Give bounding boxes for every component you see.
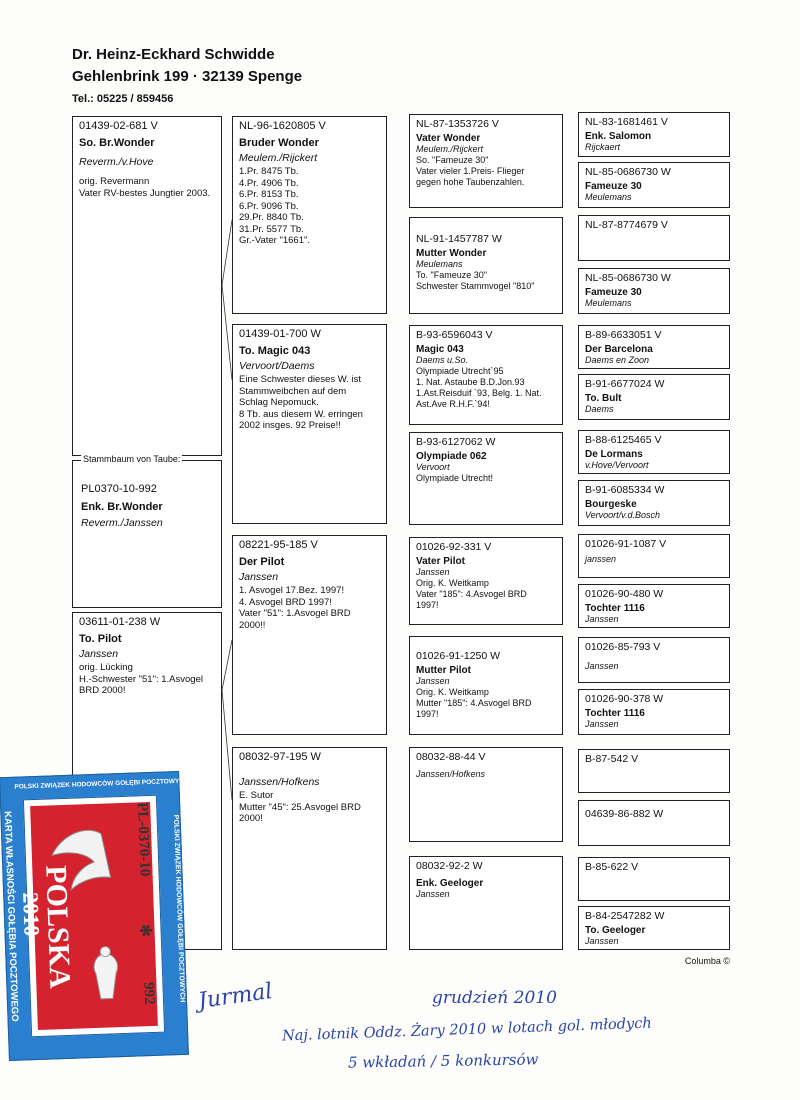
ring-number: B-91-6677024 W <box>585 378 665 390</box>
breeder: Janssen <box>585 614 619 624</box>
ring-number: 08032-92-2 W <box>416 860 483 872</box>
ancestor-box <box>578 800 730 846</box>
ancestor-box <box>578 430 730 474</box>
ring-number: 01026-92-331 V <box>416 541 492 553</box>
ring-number: 01026-90-480 W <box>585 588 664 600</box>
great-grandparent-box <box>409 325 563 425</box>
grandparent-box <box>232 747 387 950</box>
notes: orig. Lücking H.-Schwester "51": 1.Asvogel BRD 2000! <box>79 662 203 696</box>
ring-number: 01439-02-681 V <box>79 120 158 132</box>
great-grandparent-box <box>409 747 563 842</box>
breeder: Janssen <box>585 936 619 946</box>
ring-number: NL-83-1681461 V <box>585 116 668 128</box>
ancestor-box <box>578 534 730 578</box>
pigeon-name: Der Pilot <box>239 556 285 568</box>
columba-footer: Columba © <box>684 956 730 966</box>
breeder: Janssen/Hofkens <box>239 776 320 788</box>
ring-number: NL-87-8774679 V <box>585 219 668 231</box>
ring-number: 03611-01-238 W <box>79 616 161 628</box>
pigeon-name: Olympiade 062 <box>416 451 487 462</box>
breeder: Janssen/Hofkens <box>416 769 486 779</box>
breeder: Daems en Zoon <box>585 355 650 365</box>
great-grandparent-box <box>409 537 563 625</box>
ancestor-box <box>578 215 730 261</box>
breeder: Vervoort/Daems <box>239 360 315 372</box>
notes: 1.Pr. 8475 Tb. 4.Pr. 4906 Tb. 6.Pr. 8153 Tb. 6.Pr. 9096 Tb. 29.Pr. 8840 Tb. 31.Pr. 5577 Tb. Gr.-Vater "1661". <box>239 166 310 246</box>
card-year: 2010 <box>18 891 45 937</box>
breeder: Janssen <box>585 661 619 671</box>
pigeon-name: To. Geeloger <box>585 925 646 936</box>
ancestor-box <box>578 325 730 369</box>
notes: Olympiade Utrecht`95 1. Nat. Astaube B.D.Jon.93 1.Ast.Reisduif `93, Belg. 1. Nat. Ast.Ave R.H.F.`94! <box>416 366 542 409</box>
notes: orig. Revermann Vater RV-bestes Jungtier 2003. <box>79 176 211 199</box>
ring-number: 01439-01-700 W <box>239 328 321 340</box>
notes: So. "Fameuze 30" Vater vieler 1.Preis- Flieger gegen hohe Taubenzahlen. <box>416 155 525 187</box>
pigeon-name: Magic 043 <box>416 344 464 355</box>
breeder: Rijckaert <box>585 142 621 152</box>
great-grandparent-box <box>409 856 563 950</box>
pigeon-name: To. Pilot <box>79 633 122 645</box>
ancestor-box <box>578 268 730 314</box>
card-title: KARTA WŁASNOŚCI GOŁĘBIA POCZTOWEGO <box>1 810 21 1022</box>
breeder: Vervoort/v.d.Bosch <box>585 510 661 520</box>
pigeon-name: Fameuze 30 <box>585 287 642 298</box>
pigeon-name: To. Magic 043 <box>239 345 311 357</box>
ancestor-box <box>578 689 730 735</box>
ring-number: NL-85-0686730 W <box>585 166 671 178</box>
ancestor-box <box>578 637 730 683</box>
card-ring-number: PL-0370-10 <box>134 801 153 877</box>
ring-number: 04639-86-882 W <box>585 808 664 820</box>
breeder: Meulemans <box>585 192 632 202</box>
subject-pigeon-box <box>72 454 222 608</box>
pigeon-name: Vater Wonder <box>416 133 481 144</box>
breeder: Reverm./v.Hove <box>79 156 154 168</box>
ancestor-box <box>578 112 730 157</box>
ring-number: B-89-6633051 V <box>585 329 662 341</box>
pigeon-name: Bourgeske <box>585 499 637 510</box>
ancestor-box <box>578 162 730 208</box>
pigeon-name: Der Barcelona <box>585 344 653 355</box>
breeder: Vervoort <box>416 462 450 472</box>
breeder: Janssen <box>416 676 450 686</box>
ring-number: B-93-6127062 W <box>416 436 496 448</box>
ring-number: B-88-6125465 V <box>585 434 662 446</box>
breeder: Janssen <box>79 648 119 660</box>
handwritten-signature: Jurmal <box>196 978 274 1015</box>
card-org-side: POLSKI ZWIĄZEK HODOWCÓW GOŁĘBI POCZTOWYCH <box>172 814 186 1003</box>
pigeon-name: Bruder Wonder <box>239 137 319 149</box>
handwritten-note-line2: 5 wkładań / 5 konkursów <box>347 1050 539 1072</box>
ancestor-box <box>578 906 730 950</box>
grandparent-box <box>232 535 387 735</box>
handwritten-note-line1: Naj. lotnik Oddz. Żary 2010 w lotach gol. młodych <box>281 1015 652 1045</box>
pigeon-name: Mutter Wonder <box>416 248 487 259</box>
ring-number: NL-96-1620805 V <box>239 120 326 132</box>
breeder: Janssen <box>416 889 450 899</box>
great-grandparent-box <box>409 217 563 314</box>
card-country: POLSKA <box>39 864 77 990</box>
handwritten-date: grudzień 2010 <box>432 988 557 1008</box>
breeder: Meulem./Rijckert <box>416 144 484 154</box>
great-grandparent-box <box>409 114 563 208</box>
pigeon-name: Enk. Salomon <box>585 131 652 142</box>
ring-number: NL-85-0686730 W <box>585 272 671 284</box>
ring-number: B-87-542 V <box>585 753 639 765</box>
card-org-top: POLSKI ZWIĄZEK HODOWCÓW GOŁĘBI POCZTOWYCH <box>14 777 189 791</box>
owner-phone: Tel.: 05225 / 859456 <box>72 93 174 105</box>
notes: Orig. K. Weitkamp Vater "185": 4.Asvogel BRD 1997! <box>416 578 527 610</box>
pigeon-name: De Lormans <box>585 449 643 460</box>
subject-name: Enk. Br.Wonder <box>81 501 163 513</box>
grandparent-box <box>232 324 387 524</box>
notes: Eine Schwester dieses W. ist Stammweibchen auf dem Schlag Nepomuck. 8 Tb. aus diesem W. erringen 2002 insges. 92 Preise!! <box>239 374 363 431</box>
pigeon-name: Tochter 1116 <box>585 708 645 719</box>
ring-number: B-84-2547282 W <box>585 910 665 922</box>
ring-number: NL-91-1457787 W <box>416 233 502 245</box>
subject-breeder: Reverm./Janssen <box>81 517 163 529</box>
breeder: Daems u.So. <box>416 355 469 365</box>
breeder: Janssen <box>585 719 619 729</box>
ancestor-box <box>578 584 730 628</box>
ring-number: B-93-6596043 V <box>416 329 493 341</box>
ancestor-box <box>578 480 730 526</box>
notes: Orig. K. Weitkamp Mutter "185": 4.Asvogel BRD 1997! <box>416 687 532 719</box>
pigeon-name: Enk. Geeloger <box>416 878 484 889</box>
ancestor-box <box>578 749 730 793</box>
pigeon-name: Vater Pilot <box>416 556 465 567</box>
breeder: Meulemans <box>585 298 632 308</box>
pigeon-name: So. Br.Wonder <box>79 137 155 149</box>
owner-name: Dr. Heinz-Eckhard Schwidde <box>72 46 275 63</box>
breeder: Janssen <box>416 567 450 577</box>
breeder: janssen <box>585 554 617 564</box>
ring-number: 01026-91-1250 W <box>416 650 501 662</box>
ring-number: 01026-90-378 W <box>585 693 664 705</box>
pigeon-name: Mutter Pilot <box>416 665 471 676</box>
great-grandparent-box <box>409 432 563 525</box>
breeder: v.Hove/Vervoort <box>585 460 649 470</box>
breeder: Meulemans <box>416 259 463 269</box>
ancestor-box <box>578 857 730 901</box>
card-star: ✻ <box>136 923 153 938</box>
ring-number: 01026-85-793 V <box>585 641 661 653</box>
card-inner <box>18 795 165 1038</box>
parent-sire-box <box>72 116 222 456</box>
pigeon-name: To. Bult <box>585 393 622 404</box>
breeder: Meulem./Rijckert <box>239 152 318 164</box>
ring-number: 08221-95-185 V <box>239 539 318 551</box>
breeder: Daems <box>585 404 614 414</box>
ring-number: 01026-91-1087 V <box>585 538 667 550</box>
pigeon-name: Fameuze 30 <box>585 181 642 192</box>
ownership-card <box>0 771 189 1061</box>
breeder: Janssen <box>239 571 279 583</box>
card-number: 992 <box>140 981 158 1005</box>
great-grandparent-box <box>409 636 563 735</box>
pigeon-name: Tochter 1116 <box>585 603 645 614</box>
owner-address: Gehlenbrink 199 · 32139 Spenge <box>72 68 303 85</box>
ring-number: B-91-6085334 W <box>585 484 665 496</box>
notes: 1. Asvogel 17.Bez. 1997! 4. Asvogel BRD 1997! Vater "51": 1.Asvogel BRD 2000!! <box>239 585 351 631</box>
ancestor-box <box>578 374 730 420</box>
notes: Olympiade Utrecht! <box>416 473 494 483</box>
ring-number: B-85-622 V <box>585 861 639 873</box>
notes: E. Sutor Mutter "45": 25.Asvogel BRD 2000! <box>239 790 361 824</box>
notes: To. "Fameuze 30" Schwester Stammvogel "810" <box>416 270 535 291</box>
ring-number: 08032-88-44 V <box>416 751 486 763</box>
subject-ring: PL0370-10-992 <box>81 483 157 495</box>
ring-number: 08032-97-195 W <box>239 751 321 763</box>
subject-label: Stammbaum von Taube: <box>83 454 181 464</box>
ring-number: NL-87-1353726 V <box>416 118 499 130</box>
grandparent-box <box>232 116 387 314</box>
